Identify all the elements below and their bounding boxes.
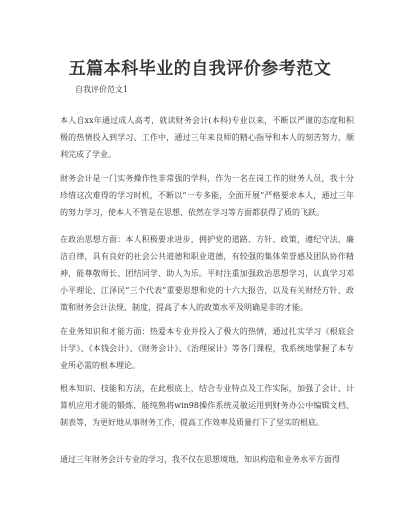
paragraph-1: 本人自xx年通过成人高考，就读财务会计(本科)专业以来，不断以严谨的态度和积极的热情投入到学习、工作中，通过三年来良师的精心指导和本人的刻苦努力，顺利完成了学业。 — [60, 116, 354, 159]
paragraph-3: 在政治思想方面：本人积极要求进步，拥护党的道路、方针、政策，遵纪守法，廉洁自律，具有良好的社会公共道德和职业道德，有较强的集体荣誉感及团队协作精神，能尊敬师长、团结同学、助人为乐。平时注重加强政治思想学习，认真学习邓小平理论、江泽民“三个代表”重要思想和党的十六大报告，以及有关财经方针、政策和财务会计法规、制度，提高了本人的政策水平及明确是非的才能。 — [60, 235, 354, 312]
document-subtitle: 自我评价范文1 — [75, 85, 129, 94]
paragraph-2: 财务会计是一门实务操作性非常强的学科，作为一名在岗工作的财务人员，我十分珍惜这次难得的学习时机，不断以“一专多能，全面开展”严格要求本人，通过三年的努力学习，使本人不管是在思想、依然在学习等方面都获得了质的飞跃。 — [60, 174, 354, 217]
paragraph-6: 通过三年财务会计专业的学习，我不仅在思想境地、知识构造和业务水平方面得 — [60, 455, 340, 464]
document-title: 五篇本科毕业的自我评价参考范文 — [68, 59, 332, 79]
paragraph-4: 在业务知识和才能方面：热爱本专业并投入了极大的热情，通过扎实学习《根底会计学》、《本钱会计》、《财务会计》、《治理屎计》等各门课程，我系统地掌握了本专业所必需的根本理论。 — [60, 327, 354, 370]
paragraph-5: 根本知识、技能和方法，在此根底上，结合专业特点及工作实际，加强了会计、计算机应用才能的锻炼，能纯熟将win98操作系统灵敏运用到财务办公中编辑文档、制表等，为更好地从事财务工作，提高工作效率及质量打下了坚实的根底。 — [60, 384, 354, 427]
